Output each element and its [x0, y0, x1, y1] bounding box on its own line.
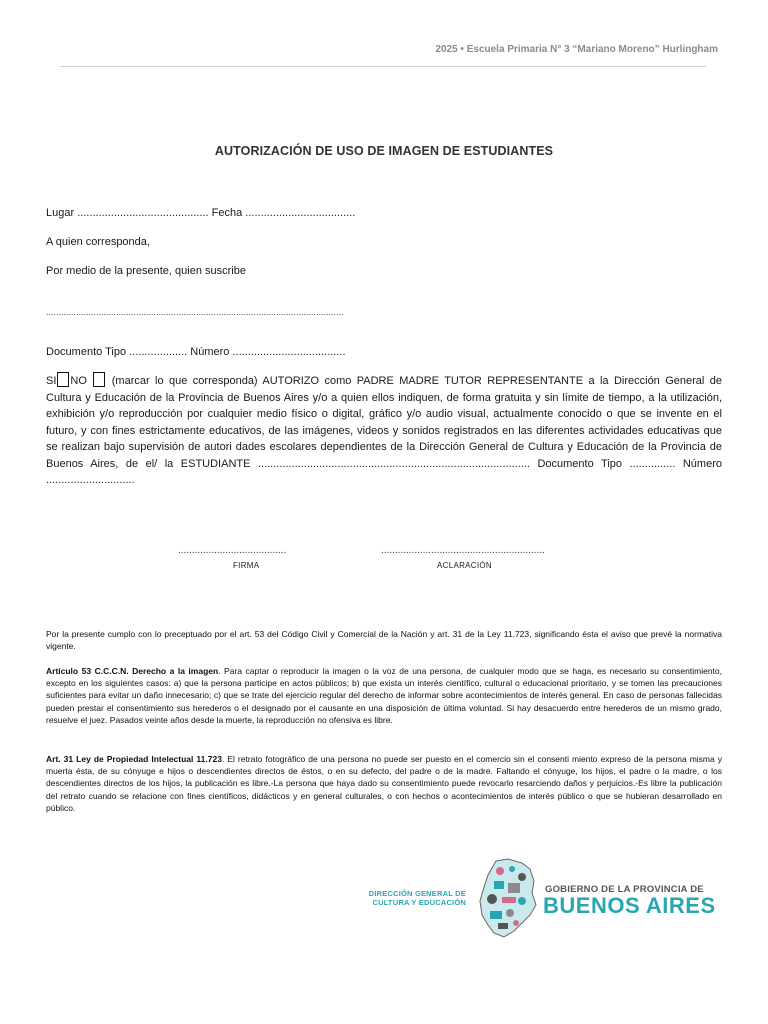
- lugar-fecha-line: Lugar ........................................... Fecha ....................................: [46, 207, 356, 219]
- no-checkbox[interactable]: [93, 372, 105, 387]
- salutation: A quien corresponda,: [46, 236, 150, 248]
- aclaracion-line: ...........................................................: [381, 545, 545, 556]
- no-label: NO: [70, 375, 87, 387]
- article-53-text: . Para captar o reproducir la imagen o la voz de una persona, de cualquier modo que se haga, es necesario su consentimiento, excepto en los siguientes casos: a) que la persona participe en actos públicos; b) que exista un interés científico, cultural o educacional prioritario, y se tomen las precauciones suficientes para evitar un daño innecesario; c) que se trate del ejercicio regular del derecho de informar sobre acontecimientos de interés general. En caso de personas fallecidas pueden prestar el consentimiento sus herederos o el designado por el causante en una disposición de última voluntad. Si hay desacuerdo entre herederos de un mismo grado, resuelve el juez. Pasados veinte años desde la muerte, la reproducción no ofensiva es libre.: [46, 666, 722, 725]
- article-31-paragraph: [46, 753, 722, 814]
- documento-line: Documento Tipo ................... Número .....................................: [46, 346, 346, 358]
- authorization-text: (marcar lo que corresponda) AUTORIZO como PADRE MADRE TUTOR REPRESENTANTE a la Dirección General de Cultura y Educación de la Provincia de Buenos Aires y/o a quien ellos indiquen, de forma gratuita y sin límite de tiempo, a la utilización, exhibición y/o reproducción por cualquier medio físico o digital, gráfico y/o audio visual, actualmente conocido o que se invente en el futuro, y con fines estrictamente educativos, de las imágenes, videos y sonidos registrados en las diferentes actividades educativas que se realizan bajo supervisión de autori dades escolares dependientes de la Dirección General de Cultura y Educación de la Provincia de Buenos Aires, de el/ la ESTUDIANTE ......................................................................................... Documento Tipo ............... Número .............................: [46, 375, 722, 486]
- dgce-logo: [356, 889, 466, 907]
- intro-line: Por medio de la presente, quien suscribe: [46, 265, 246, 277]
- firma-line: .......................................: [178, 545, 287, 556]
- gobierno-logo-line2: BUENOS AIRES: [543, 893, 716, 918]
- dgce-logo-line2: CULTURA Y EDUCACIÓN: [372, 898, 466, 907]
- article-31-title: Art. 31 Ley de Propiedad Intelectual 11.723: [46, 754, 222, 764]
- header-divider: [60, 66, 706, 67]
- article-53-title: Artículo 53 C.C.C.N. Derecho a la imagen: [46, 666, 219, 676]
- aclaracion-label: ACLARACIÓN: [437, 561, 493, 570]
- si-label: SI: [46, 375, 57, 387]
- header-school-text: 2025 • Escuela Primaria N° 3 “Mariano Moreno” Hurlingham: [435, 44, 718, 55]
- legal-intro: Por la presente cumplo con lo preceptuado por el art. 53 del Código Civil y Comercial de la Nación y art. 31 de la Ley 11.723, significando ésta el aviso que prevé la normativa vigente.: [46, 629, 722, 652]
- si-checkbox[interactable]: [57, 372, 69, 387]
- document-title: AUTORIZACIÓN DE USO DE IMAGEN DE ESTUDIANTES: [214, 144, 554, 158]
- authorization-paragraph: [46, 372, 722, 489]
- gobierno-logo-line1: GOBIERNO DE LA PROVINCIA DE: [545, 884, 704, 895]
- dgce-logo-line1: DIRECCIÓN GENERAL DE: [368, 889, 466, 898]
- buenos-aires-province-map-icon: [478, 857, 538, 939]
- article-53-paragraph: [46, 665, 722, 726]
- firma-label: FIRMA: [233, 561, 260, 570]
- name-fill-line: .......................................................................................................................: [46, 307, 344, 317]
- article-31-text: . El retrato fotográfico de una persona no puede ser puesto en el comercio sin el consenti miento expreso de la persona misma y muerta ésta, de su cónyuge e hijos o descendientes directos de éstos, o en su defecto, del padre o de la madre. Faltando el cónyuge, los hijos, el padre o la madre, o los descendientes directos de los hijos, la publicación es libre.-La persona que haya dado su consentimiento puede revocarlo resarciendo daños y perjuicios.-Es libre la publicación del retrato cuando se relacione con fines científicos, didácticos y en general culturales, o con hechos o acontecimientos de interés público o que se hubieran desarrollado en público.: [46, 754, 722, 813]
